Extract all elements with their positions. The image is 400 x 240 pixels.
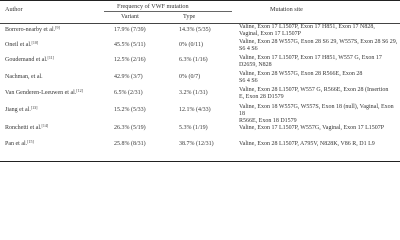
author-cell: Goudemand et al.[11] xyxy=(5,55,55,63)
author-cell: Oneil et al.[10] xyxy=(5,40,39,48)
author-cell: Pan et al.[15] xyxy=(5,139,34,147)
mutation-site-cell: Valine, Exon 18 W557G, W557S, Exon 18 (null), Vaginal, Exon 18 R566E, Exon 18 D1579 xyxy=(239,104,394,124)
frequency-variant-cell: 15.2% (5/33) xyxy=(114,107,146,113)
frequency-variant-cell: 42.9% (3/7) xyxy=(114,74,143,80)
mutation-site-cell: Valine, Exon 28 W557G, Exon 28 R566E, Exon 28 S6 4 S6 xyxy=(239,71,363,84)
frequency-type-cell: 6.3% (1/16) xyxy=(179,57,208,63)
mutation-site-cell: Valine, Exon 28 L1507P, W557 G, R566E, Exon 28 (Insertion E, Exon 28 D1579 xyxy=(239,87,389,100)
frequency-type-cell: 14.3% (5/35) xyxy=(179,27,211,33)
mutation-site-cell: Valine, Exon 17 L1507P, Exon 17 H851, Exon 17 N828, Vaginal, Exon 17 L1507P xyxy=(239,24,375,37)
frequency-variant-cell: 6.5% (2/31) xyxy=(114,90,143,96)
header-author: Author xyxy=(5,6,23,13)
header-frequency-group: Frequency of VWF mutation xyxy=(117,2,189,10)
mutation-site-cell: Valine, Exon 17 L1507P, W557G, Vaginal, Exon 17 L1507P xyxy=(239,125,385,131)
table-top-rule xyxy=(0,0,400,1)
header-mutation-site: Mutation site xyxy=(270,6,303,13)
frequency-type-cell: 3.2% (1/31) xyxy=(179,90,208,96)
author-cell: Jiang et al.[13] xyxy=(5,105,38,113)
frequency-type-cell: 0% (0/7) xyxy=(179,74,201,80)
frequency-type-cell: 38.7% (12/31) xyxy=(179,141,214,147)
mutation-site-cell: Valine, Exon 28 W557G, Exon 28 S6 29, W557S, Exon 28 S6 29, S6 4 S6 xyxy=(239,39,398,52)
author-cell: Nachman, et al. xyxy=(5,74,43,80)
header-variant: Variant xyxy=(121,13,139,20)
frequency-variant-cell: 45.5% (5/11) xyxy=(114,42,146,48)
frequency-type-cell: 5.3% (1/19) xyxy=(179,125,208,131)
author-cell: Ronchetti et al.[14] xyxy=(5,123,49,131)
author-cell: Van Genderen-Leeuwen et al.[12] xyxy=(5,88,83,96)
table-bottom-rule xyxy=(0,161,400,162)
header-group-rule xyxy=(104,11,232,12)
frequency-type-cell: 12.1% (4/33) xyxy=(179,107,211,113)
frequency-variant-cell: 26.3% (5/19) xyxy=(114,125,146,131)
mutation-site-cell: Valine, Exon 17 L1507P, Exon 17 H851, W557 G, Exon 17 D2659, N828 xyxy=(239,55,382,68)
frequency-variant-cell: 12.5% (2/16) xyxy=(114,57,146,63)
header-type: Type xyxy=(183,13,196,20)
frequency-type-cell: 0% (0/11) xyxy=(179,42,203,48)
author-cell: Borrero-nearby et al.[9] xyxy=(5,25,60,33)
frequency-variant-cell: 25.8% (8/31) xyxy=(114,141,146,147)
frequency-variant-cell: 17.9% (7/39) xyxy=(114,27,146,33)
mutation-site-cell: Valine, Exon 28 L1507P, A795V, N828K, V86 R, D1 L9 xyxy=(239,141,375,147)
